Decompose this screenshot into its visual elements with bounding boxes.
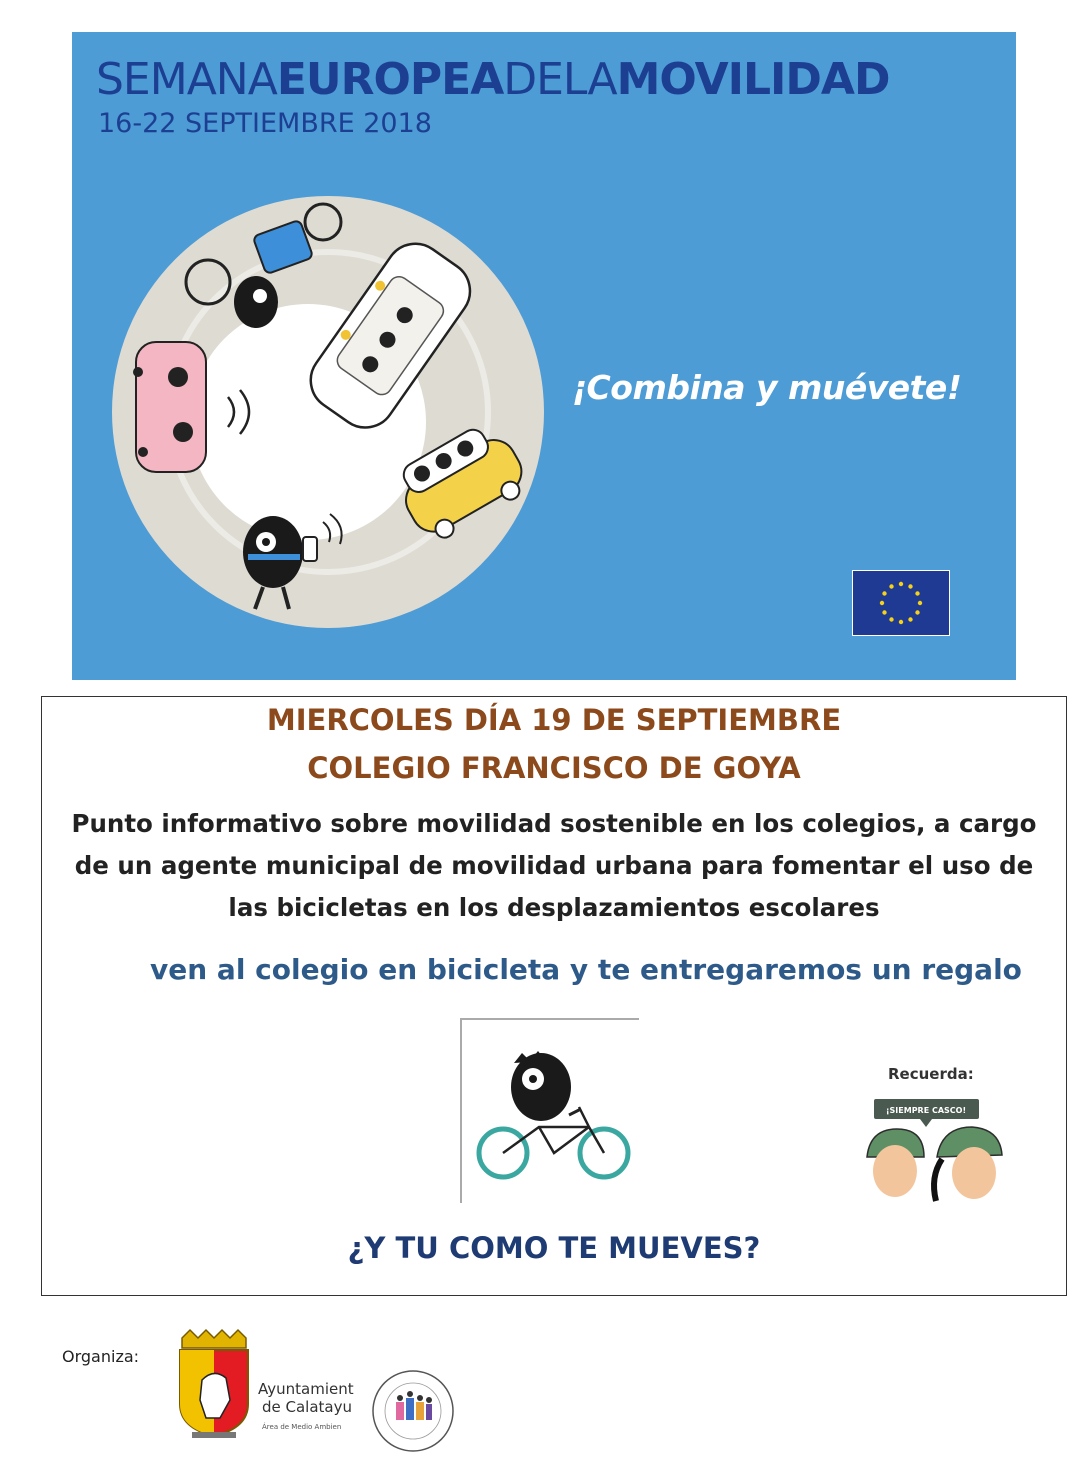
title-europea: EUROPEA bbox=[276, 54, 504, 105]
helmets-illustration bbox=[862, 1097, 1007, 1207]
event-info-box bbox=[41, 696, 1067, 1296]
transport-circle-illustration bbox=[108, 192, 548, 632]
slogan: ¡Combina y muévete! bbox=[572, 368, 962, 407]
reminder-label: Recuerda: bbox=[888, 1065, 974, 1083]
event-date: MIERCOLES DÍA 19 DE SEPTIEMBRE bbox=[266, 703, 842, 737]
eu-flag-icon bbox=[852, 570, 950, 636]
title-semana: SEMANA bbox=[96, 54, 277, 105]
title-dela: DELA bbox=[503, 54, 617, 105]
closing-question: ¿Y TU COMO TE MUEVES? bbox=[347, 1231, 761, 1265]
city-council-department: Área de Medio Ambien bbox=[262, 1423, 342, 1431]
event-venue: COLEGIO FRANCISCO DE GOYA bbox=[307, 751, 801, 785]
cyclist-icon bbox=[459, 1017, 641, 1203]
mobility-week-banner bbox=[72, 32, 1016, 680]
city-council-name-line2: de Calatayu bbox=[262, 1398, 352, 1416]
banner-title bbox=[96, 54, 890, 105]
banner-dates: 16-22 SEPTIEMBRE 2018 bbox=[98, 108, 432, 139]
organizer-label: Organiza: bbox=[62, 1347, 140, 1366]
event-description: Punto informativo sobre movilidad sostenible en los colegios, a cargo de un agente municipal de movilidad urbana para fomentar el uso de las bicicletas en los desplazamientos escolares bbox=[71, 809, 1037, 922]
children-council-seal-logo bbox=[370, 1368, 456, 1454]
helmet-banner-text: ¡SIEMPRE CASCO! bbox=[885, 1106, 967, 1115]
city-council-name-line1: Ayuntamient bbox=[258, 1380, 354, 1398]
calatayud-coat-of-arms-logo bbox=[172, 1328, 256, 1440]
event-invite: ven al colegio en bicicleta y te entregaremos un regalo bbox=[150, 953, 1022, 986]
title-movilidad: MOVILIDAD bbox=[616, 54, 890, 105]
